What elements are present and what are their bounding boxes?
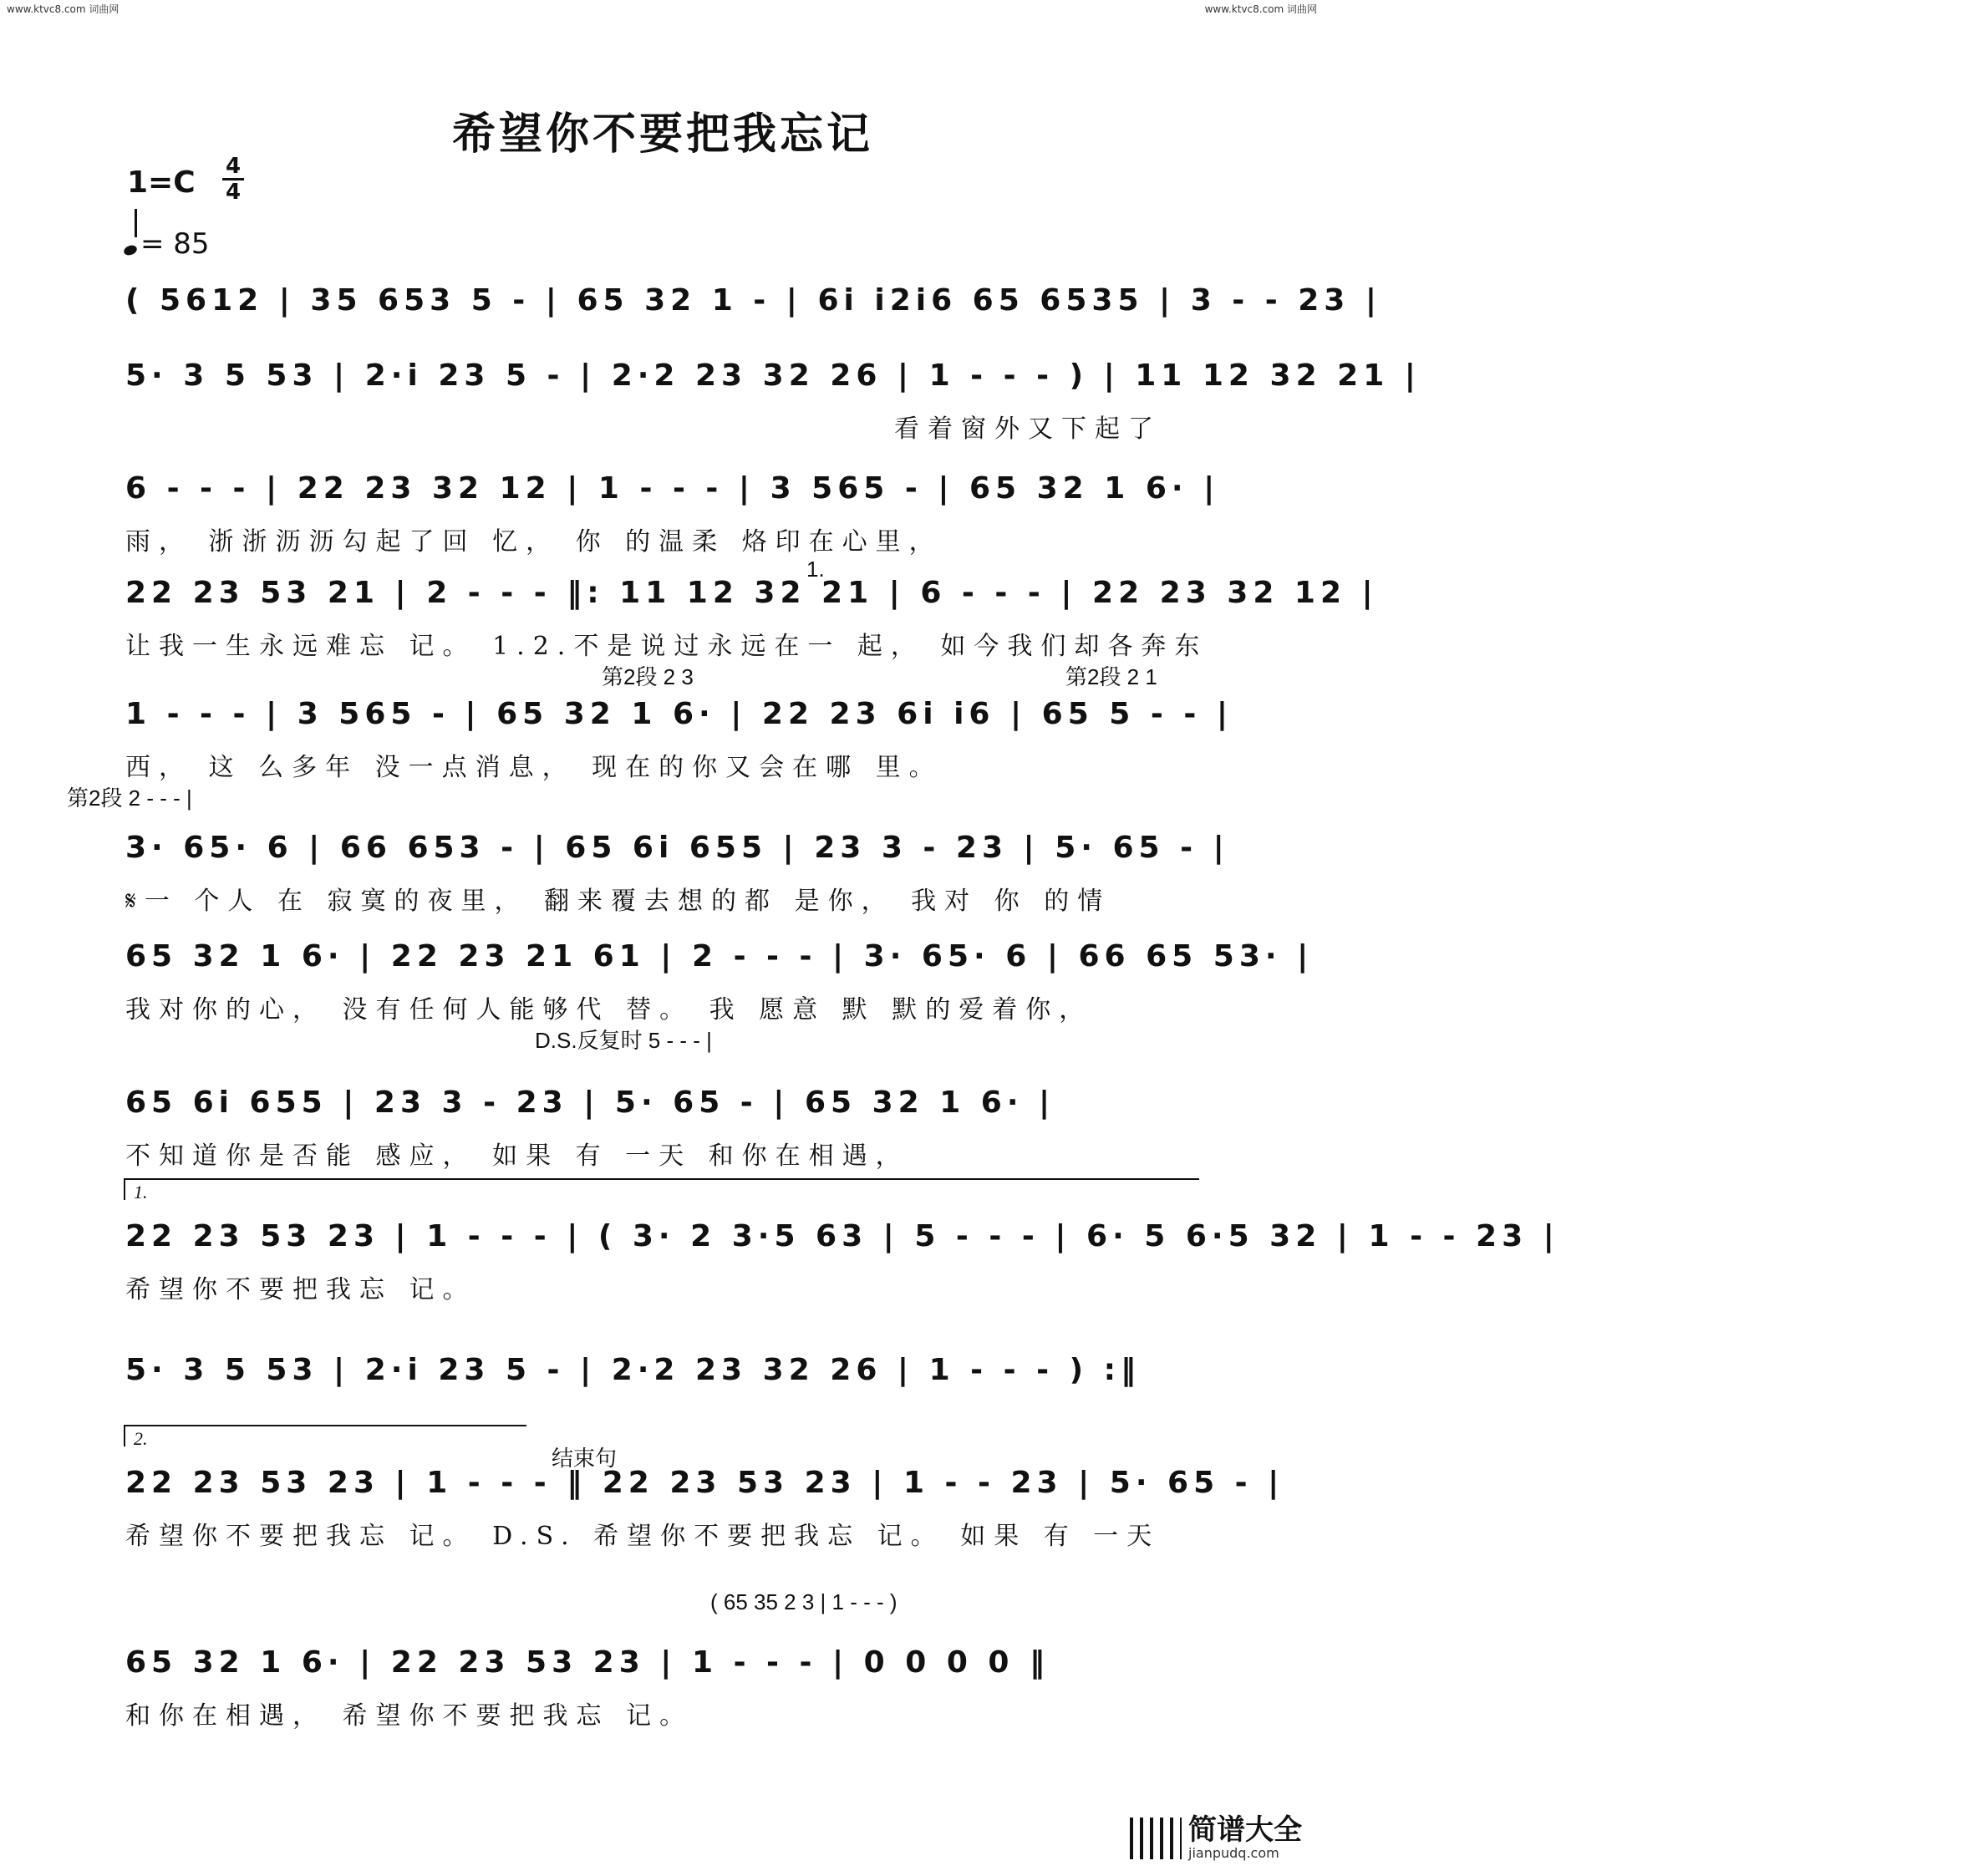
lyrics-line: 𝄋一 个人 在 寂寞的夜里， 翻来覆去想的都 是你， 我对 你 的情 (125, 887, 1111, 916)
tempo-marking (124, 227, 210, 261)
notation-line: 5· 3 5 53 | 2·i 23 5 - | 2·2 23 32 26 | 1 - - - ) | 11 12 32 21 | (125, 358, 1421, 393)
lyrics-line: 希望你不要把我忘 记。 (125, 1275, 476, 1304)
song-title: 希望你不要把我忘记 (451, 109, 873, 160)
volta-label: 1. (134, 1182, 148, 1202)
notation-line: 3· 65· 6 | 66 653 - | 65 6i 655 | 23 3 - 23 | 5· 65 - | (125, 831, 1229, 865)
site-logo (1130, 1815, 1302, 1861)
score-annotation: ( 65 35 2 3 | 1 - - - ) (710, 1589, 898, 1614)
lyrics-line: 不知道你是否能 感应， 如果 有 一天 和你在相遇， (125, 1141, 909, 1171)
watermark-right: www.ktvc8.com 词曲网 (1204, 3, 1317, 15)
score-annotation: 1. (806, 557, 825, 582)
lyrics-line: 看着窗外又下起了 (894, 414, 1162, 444)
note-stem-icon (135, 209, 137, 237)
score-annotation: 第2段 2 3 (602, 664, 694, 689)
score-annotation: 第2段 2 1 (1065, 664, 1157, 689)
score-annotation: 结束句 (552, 1446, 618, 1471)
lyrics-line: 让我一生永远难忘 记。 1.2.不是说过永远在一 起， 如今我们却各奔东 (125, 632, 1208, 661)
lyrics-line: 雨， 浙浙沥沥勾起了回 忆， 你 的温柔 烙印在心里， (125, 527, 943, 557)
notation-line: 22 23 53 23 | 1 - - - ‖ 22 23 53 23 | 1 - - 23 | 5· 65 - | (125, 1466, 1284, 1500)
time-signature-bottom: 4 (225, 180, 242, 205)
quarter-note-icon (123, 244, 139, 257)
volta-bracket (124, 1178, 1199, 1200)
volta-label: 2. (134, 1428, 148, 1449)
notation-line: 65 32 1 6· | 22 23 53 23 | 1 - - - | 0 0 0 0 ‖ (125, 1645, 1050, 1680)
score-annotation: D.S.反复时 5 - - - | (535, 1028, 712, 1053)
volta-bracket (124, 1425, 526, 1449)
tempo-value: = 85 (140, 227, 210, 261)
lyrics-line: 和你在相遇， 希望你不要把我忘 记。 (125, 1701, 694, 1731)
logo-url: jianpudq.com (1188, 1845, 1279, 1861)
time-signature (222, 155, 244, 203)
notation-line: ( 5612 | 35 653 5 - | 65 32 1 - | 6i i2i6 65 6535 | 3 - - 23 | (125, 283, 1382, 318)
lyrics-line: 希望你不要把我忘 记。 D.S. 希望你不要把我忘 记。 如果 有 一天 (125, 1522, 1161, 1551)
notation-line: 6 - - - | 22 23 32 12 | 1 - - - | 3 565 - | 65 32 1 6· | (125, 471, 1220, 506)
lyrics-line: 西， 这 么多年 没一点消息， 现在的你又会在哪 里。 (125, 753, 943, 782)
notation-line: 22 23 53 23 | 1 - - - | ( 3· 2 3·5 63 | 5 - - - | 6· 5 6·5 32 | 1 - - 23 | (125, 1219, 1559, 1253)
time-signature-top: 4 (225, 154, 242, 179)
watermark-left: www.ktvc8.com 词曲网 (7, 3, 120, 15)
lyrics-line: 我对你的心， 没有任何人能够代 替。 我 愿意 默 默的爱着你， (125, 995, 1093, 1024)
piano-keys-icon (1130, 1818, 1182, 1859)
score-annotation: 第2段 2 - - - | (67, 785, 192, 811)
notation-line: 65 32 1 6· | 22 23 21 61 | 2 - - - | 3· 65· 6 | 66 65 53· | (125, 939, 1314, 974)
notation-line: 5· 3 5 53 | 2·i 23 5 - | 2·2 23 32 26 | 1 - - - ) :‖ (125, 1353, 1141, 1387)
notation-line: 1 - - - | 3 565 - | 65 32 1 6· | 22 23 6i i6 | 65 5 - - | (125, 697, 1233, 731)
logo-name: 简谱大全 (1188, 1813, 1302, 1847)
notation-line: 22 23 53 21 | 2 - - - ‖: 11 12 32 21 | 6 - - - | 22 23 32 12 | (125, 576, 1378, 610)
key-signature: 1=C (127, 165, 196, 200)
notation-line: 65 6i 655 | 23 3 - 23 | 5· 65 - | 65 32 1 6· | (125, 1085, 1055, 1120)
